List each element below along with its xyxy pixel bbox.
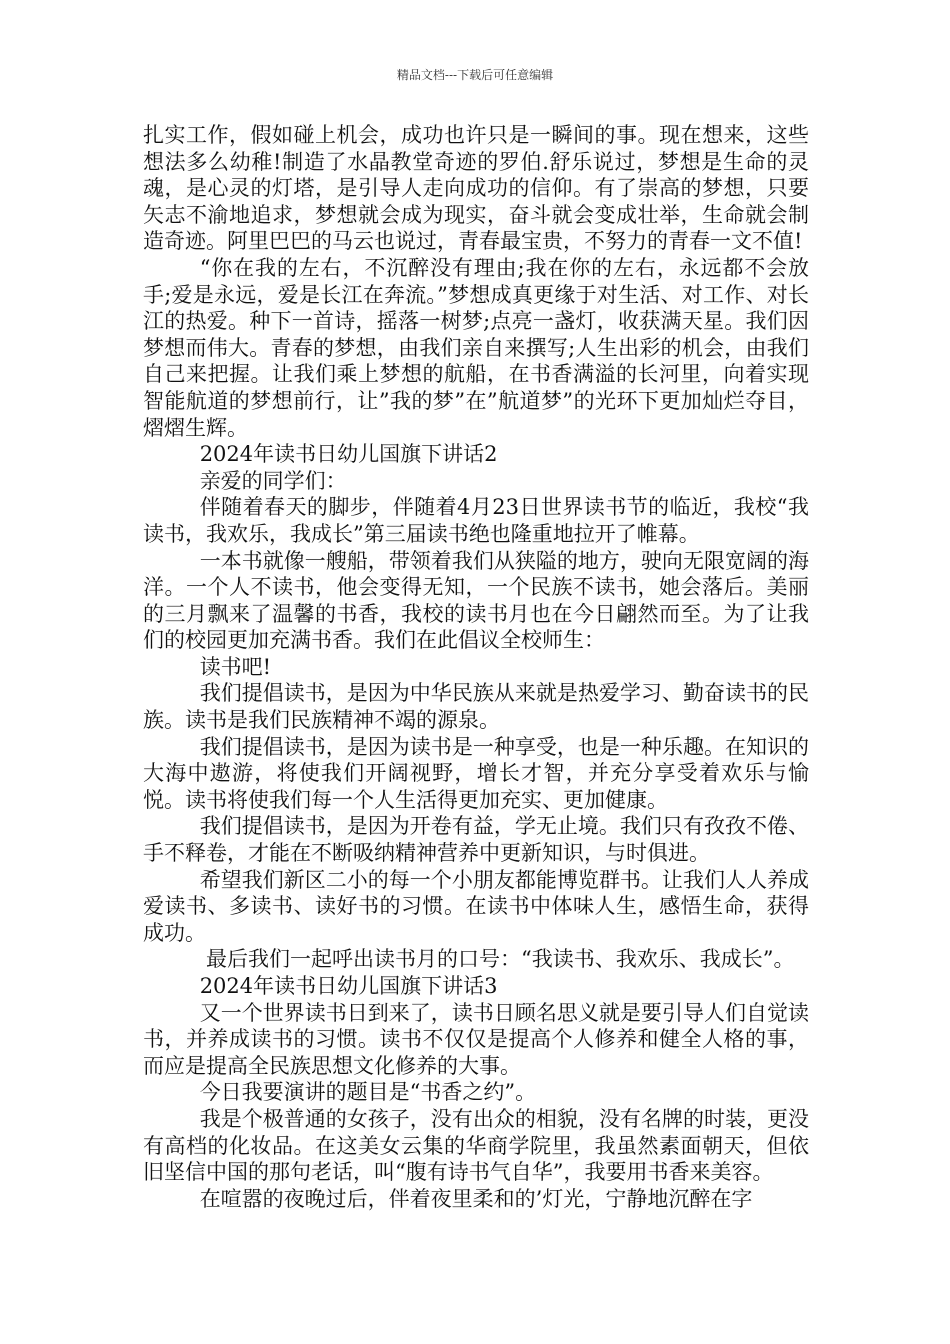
paragraph: 在喧嚣的夜晚过后，伴着夜里柔和的’灯光，宁静地沉醉在字 [199,1186,753,1211]
paragraph: 一本书就像一艘船，带领着我们从狭隘的地方，驶向无限宽阔的海洋。一个人不读书，他会变得无知，一个民族不读书，她会落后。美丽的三月飘来了温馨的书香，我校的读书月也在今日翩然而至。为了让我们的校园更加充满书香。我们在此倡议全校师生： [143,548,809,653]
paragraph: 我们提倡读书，是因为中华民族从来就是热爱学习、勤奋读书的民族。读书是我们民族精神不竭的源泉。 [143,681,809,733]
paragraph: 我们提倡读书，是因为开卷有益，学无止境。我们只有孜孜不倦、手不释卷，才能在不断吸纳精神营养中更新知识，与时俱进。 [143,814,809,866]
salutation: 亲爱的同学们： [199,468,347,493]
paragraph: 读书吧! [199,654,272,679]
paragraph: 扎实工作，假如碰上机会，成功也许只是一瞬间的事。现在想来，这些想法多么幼稚!制造了水晶教堂奇迹的罗伯.舒乐说过，梦想是生命的灵魂，是心灵的灯塔，是引导人走向成功的信仰。有了崇高的梦想，只要矢志不渝地追求，梦想就会成为现实，奋斗就会变成壮举，生命就会制造奇迹。阿里巴巴的马云也说过，青春最宝贵，不努力的青春一文不值! [143,123,809,254]
paragraph: 我是个极普通的女孩子，没有出众的相貌，没有名牌的时装，更没有高档的化妆品。在这美女云集的华商学院里，我虽然素面朝天，但依旧坚信中国的那句老话，叫“腹有诗书气自华”，我要用书香来美容。 [143,1106,809,1185]
paragraph: 伴随着春天的脚步，伴随着4月23日世界读书节的临近，我校“我读书，我欢乐，我成长”第三届读书绝也隆重地拉开了帷幕。 [143,495,809,546]
paragraph: 今日我要演讲的题目是“书香之约”。 [199,1080,537,1105]
document-body [143,122,809,1212]
section-heading: 2024年读书日幼儿国旗下讲话2 [199,442,498,467]
paragraph: 最后我们一起呼出读书月的口号：“我读书、我欢乐、我成长”。 [206,947,795,972]
paragraph: “你在我的左右，不沉醉没有理由;我在你的左右，永远都不会放手;爱是永远，爱是长江在奔流。”梦想成真更缘于对生活、对工作、对长江的热爱。种下一首诗，摇落一树梦;点亮一盏灯，收获满天星。我们因梦想而伟大。青春的梦想，由我们亲自来撰写;人生出彩的机会，由我们自己来把握。让我们乘上梦想的航船，在书香满溢的长河里，向着实现智能航道的梦想前行，让”我的梦”在”航道梦”的光环下更加灿烂夺目，熠熠生辉。 [143,255,809,440]
paragraph: 希望我们新区二小的每一个小朋友都能博览群书。让我们人人养成爱读书、多读书、读好书的习惯。在读书中体味人生，感悟生命，获得成功。 [143,867,809,945]
section-heading: 2024年读书日幼儿国旗下讲话3 [199,974,498,998]
page-header: 精品文档---下载后可任意编辑 [396,68,554,82]
paragraph: 又一个世界读书日到来了，读书日顾名思义就是要引导人们自觉读书，并养成读书的习惯。读书不仅仅是提高个人修养和健全人格的事，而应是提高全民族思想文化修养的大事。 [143,1000,809,1078]
paragraph: 我们提倡读书，是因为读书是一种享受，也是一种乐趣。在知识的大海中遨游，将使我们开阔视野，增长才智，并充分享受着欢乐与愉悦。读书将使我们每一个人生活得更加充实、更加健康。 [143,734,809,812]
